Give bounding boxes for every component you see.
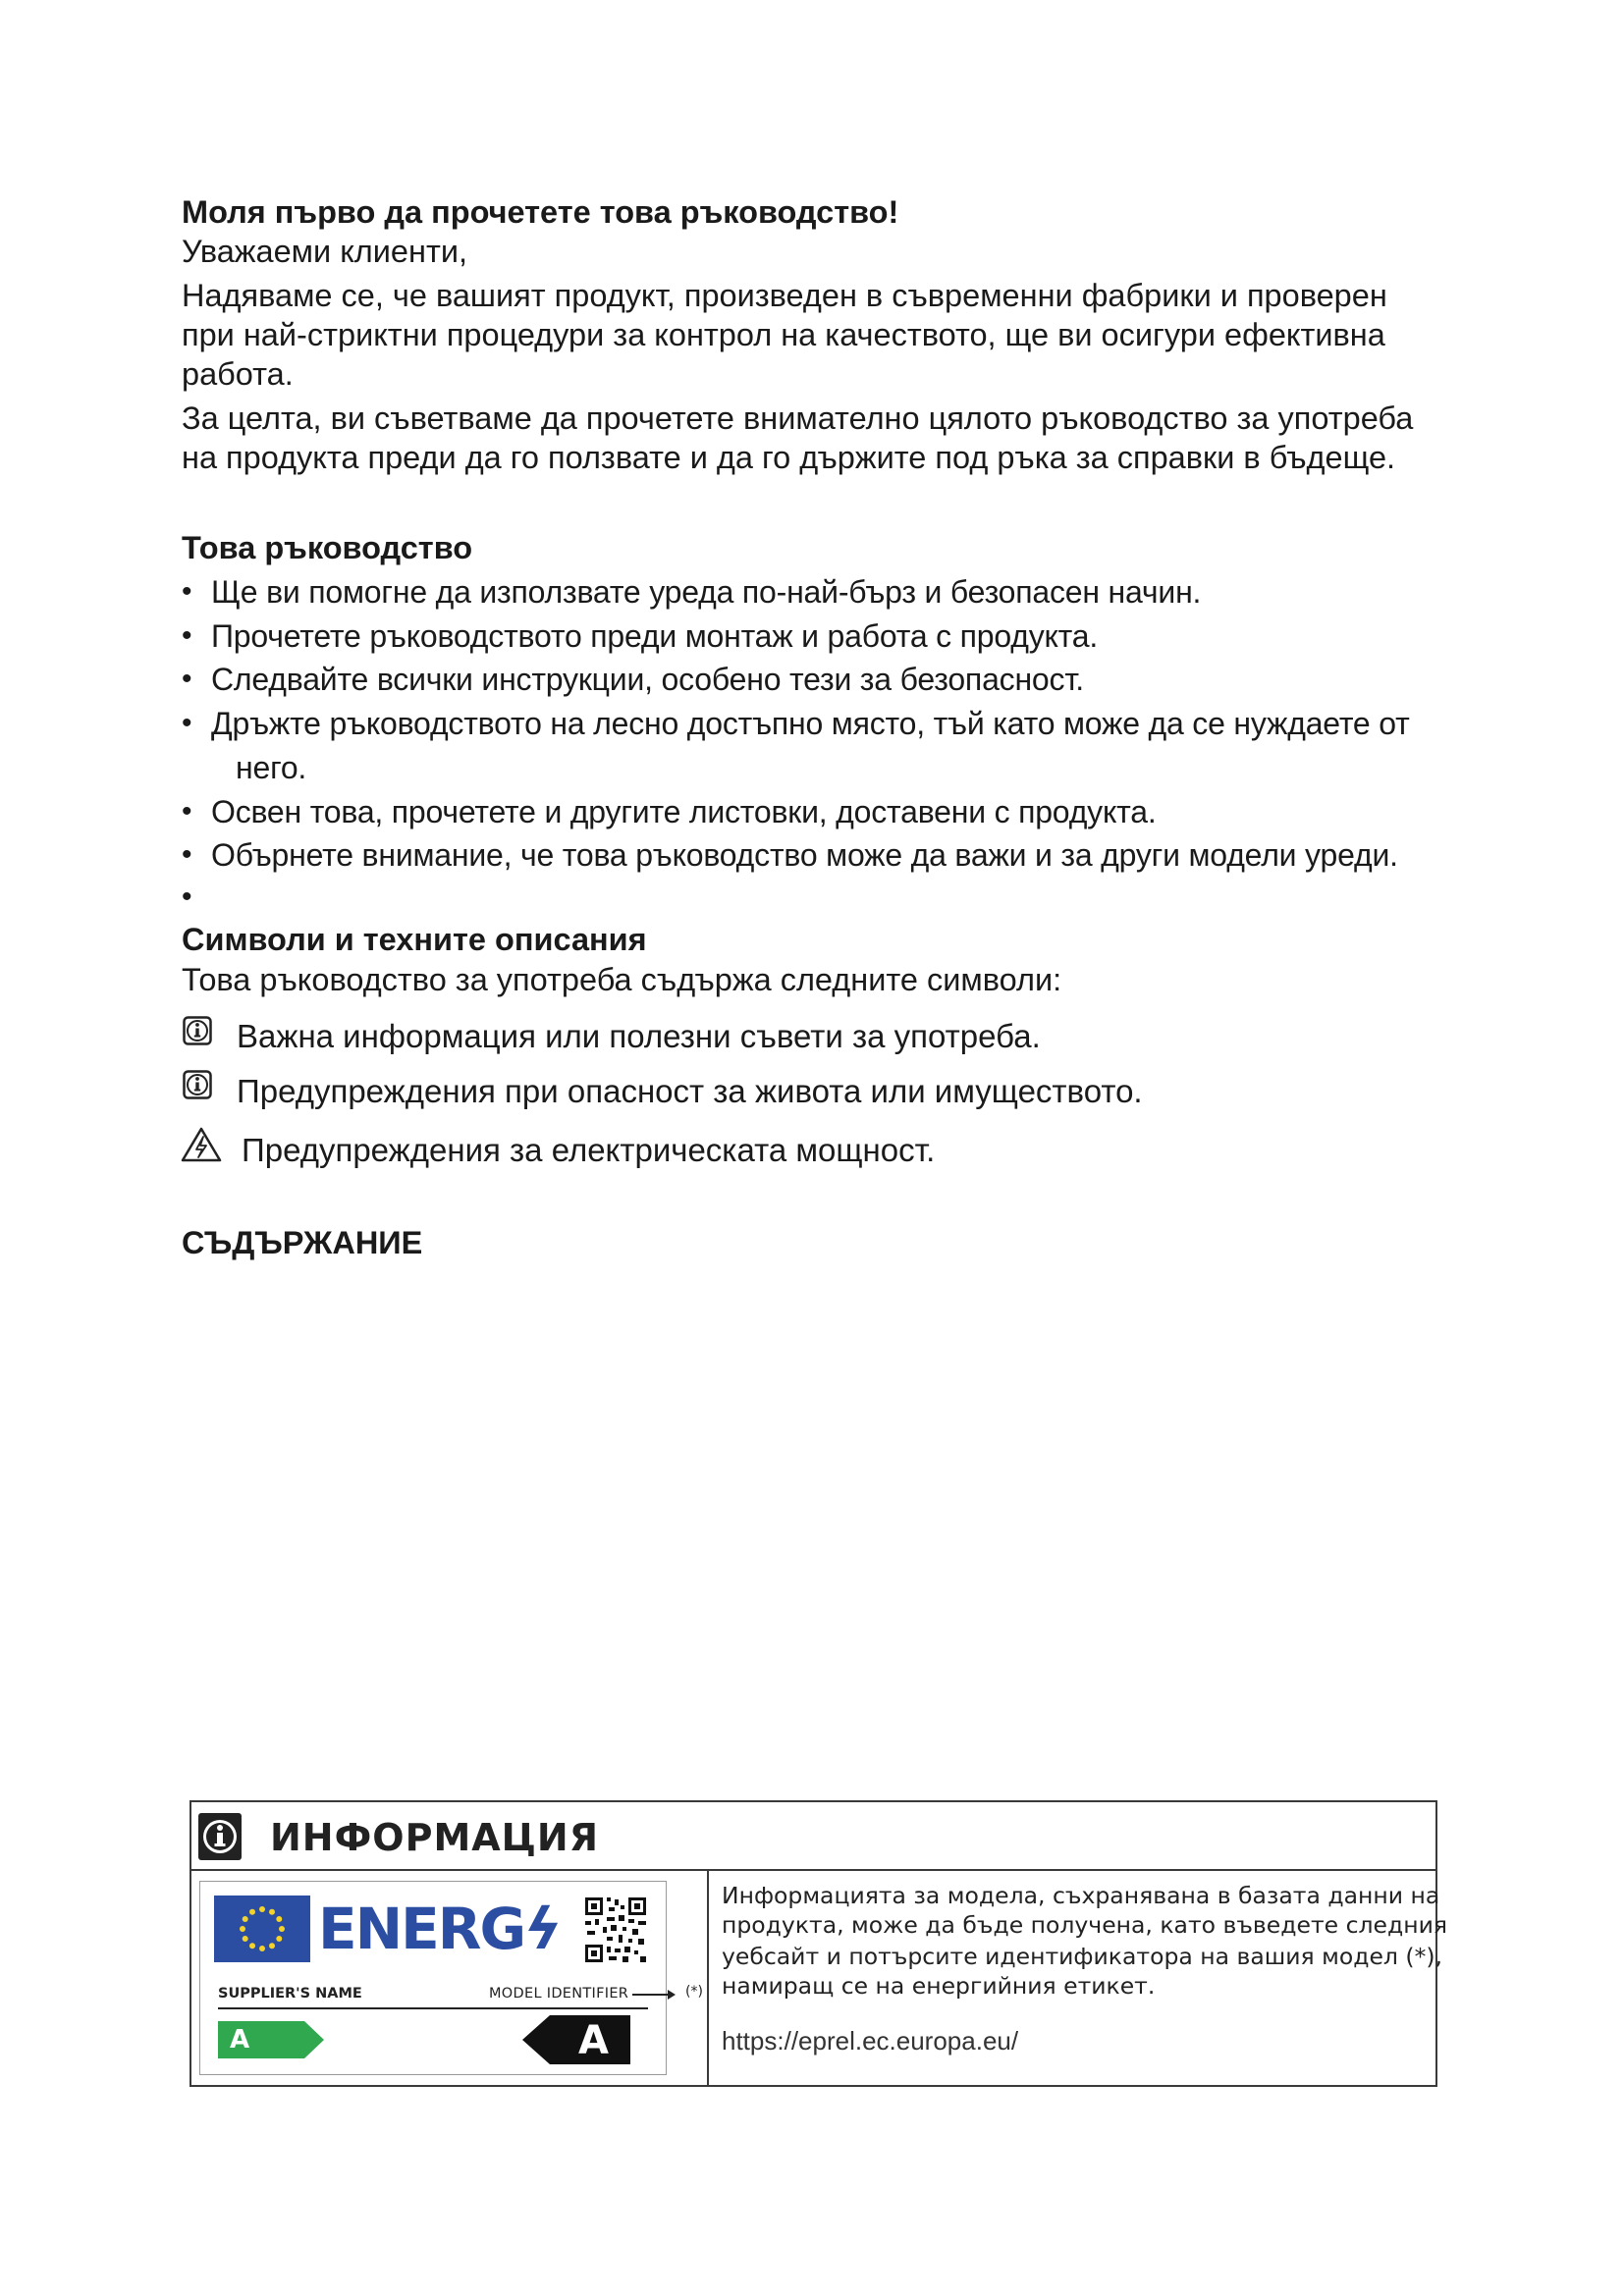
info-box-title: ИНФОРМАЦИЯ [270,1816,599,1859]
info-icon [183,1070,212,1099]
intro-line: Надяваме се, че вашият продукт, произведен в съвременни фабрики и проверен [182,278,1387,313]
symbol-description: Предупреждения за електрическата мощност. [242,1132,936,1168]
black-class-arrow [522,2015,630,2064]
energy-label [199,1881,703,2075]
info-text-line: уебсайт и потърсите идентификатора на вашия модел (*), [722,1943,1442,1970]
guide-bullet: Следвайте всички инструкции, особено тези за безопасност. [211,662,1084,697]
bullet-dot: • [182,619,192,652]
info-box-header [191,1802,1435,1871]
label-divider [218,2007,648,2009]
symbols-intro: Това ръководство за употреба съдържа следните символи: [182,962,1062,997]
guide-title: Това ръководство [182,530,473,565]
intro-line: За целта, ви съветваме да прочетете внимателно цялото ръководство за употреба [182,400,1414,436]
eprel-link[interactable]: https://eprel.ec.europa.eu/ [722,2026,1019,2056]
model-pointer-line [632,1994,672,1996]
bullet-dot: • [182,838,192,871]
bullet-dot: • [182,795,192,828]
guide-bullet-continued: него. [236,750,307,785]
supplier-name-label: SUPPLIER'S NAME [218,1986,362,2002]
contents-title: СЪДЪРЖАНИЕ [182,1225,423,1260]
energy-brand: ENERGϟ [318,1896,561,1962]
pointer-arrowhead-icon [668,1990,676,2000]
empty-bullet-dot: • [182,881,192,913]
guide-bullet: Ще ви помогне да използвате уреда по-най-бърз и безопасен начин. [211,574,1202,610]
info-box [189,1800,1447,2087]
intro-line: на продукта преди да го ползвате и да го държите под ръка за справки в бъдеще. [182,440,1396,475]
intro-title: Моля първо да прочетете това ръководство! [182,194,899,230]
info-text-line: намиращ се на енергийния етикет. [722,1972,1156,2000]
info-text-line: продукта, може да бъде получена, като въведете следния [722,1911,1447,1939]
symbol-description: Важна информация или полезни съвети за употреба. [237,1018,1041,1054]
bullet-dot: • [182,663,192,695]
energy-class-letter: A [578,2018,609,2063]
model-identifier-label: MODEL IDENTIFIER [489,1986,629,2002]
guide-bullet: Обърнете внимание, че това ръководство може да важи и за други модели уреди. [211,837,1398,873]
symbols-title: Символи и техните описания [182,922,647,957]
info-icon [197,1812,243,1861]
bullet-dot: • [182,707,192,739]
info-text-line: Информацията за модела, съхранявана в базата данни на [722,1882,1440,1909]
electric-warning-icon [180,1126,223,1163]
model-marker: (*) [685,1984,703,2000]
guide-bullet: Прочетете ръководството преди монтаж и работа с продукта. [211,618,1099,654]
qr-code-icon [583,1896,648,1964]
symbol-description: Предупреждения при опасност за живота или имуществото. [237,1073,1143,1109]
guide-bullet: Освен това, прочетете и другите листовки, доставени с продукта. [211,794,1157,829]
guide-bullet: Дръжте ръководството на лесно достъпно място, тъй като може да се нуждаете от [211,706,1410,741]
energy-class-scale-letter: A [230,2025,250,2055]
intro-line: работа. [182,356,294,392]
info-icon [183,1016,212,1045]
info-box-divider [707,1871,709,2085]
bullet-dot: • [182,575,192,608]
eu-flag-icon [214,1896,310,1962]
intro-line: при най-стриктни процедури за контрол на качеството, ще ви осигури ефективна [182,317,1385,352]
intro-greeting: Уважаеми клиенти, [182,234,468,269]
